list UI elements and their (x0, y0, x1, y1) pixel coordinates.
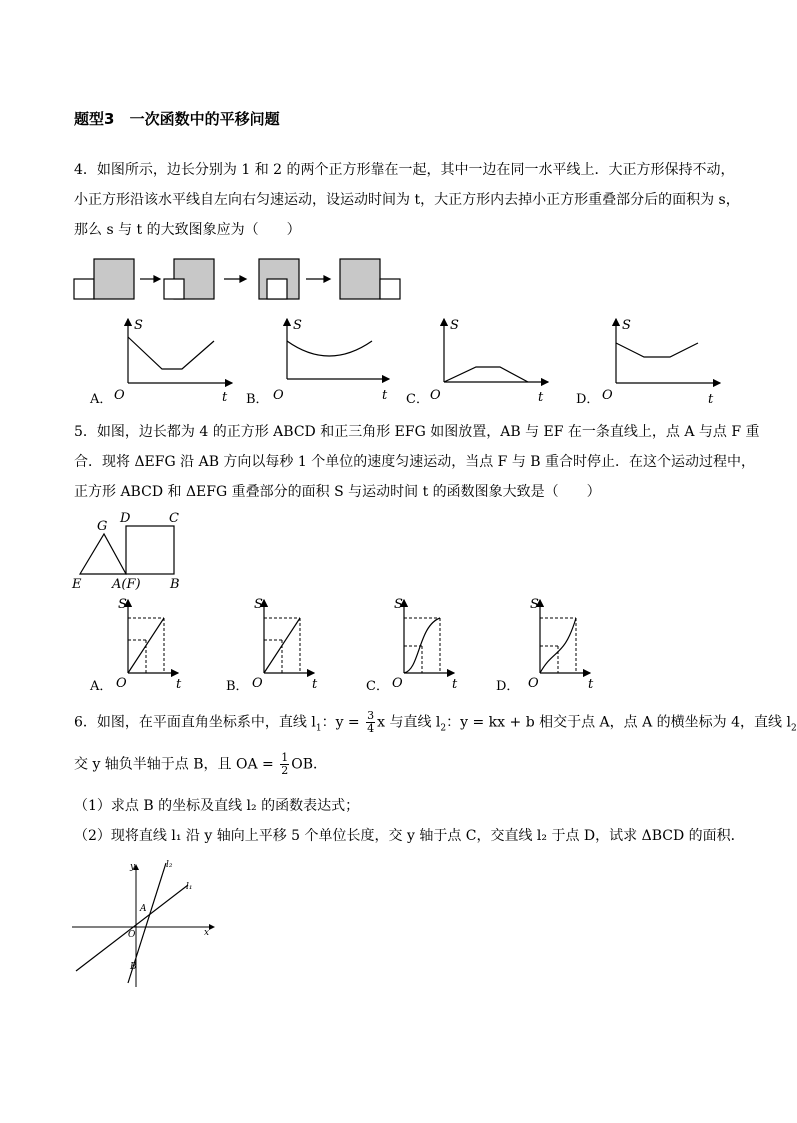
q5-graph-d (496, 597, 594, 694)
q6-origin-label: O (128, 930, 136, 940)
q6-l2-part-b: OB． (291, 756, 327, 773)
q6-subquestion-1: （1）求点 B 的坐标及直线 l₂ 的函数表达式； (74, 798, 360, 814)
q6-line-2 (74, 752, 327, 777)
q5-option-b: B． (226, 679, 249, 694)
q4-step2-small-square (164, 279, 184, 299)
q5-triangle-square-figure (66, 508, 196, 592)
q4-option-a: A． (90, 392, 113, 407)
q5-point-c: C (169, 511, 179, 526)
q5-point-af: A(F) (112, 577, 141, 592)
q6-l1-label: l₁ (186, 882, 193, 892)
q6-point-a: A (140, 904, 147, 914)
q4-option-c: C． (406, 392, 429, 407)
q5-answer-graphs (84, 596, 604, 696)
q6-fraction-1-2: $\frac{1}{2}$ (281, 751, 289, 777)
q4-step3-small-square (267, 279, 287, 299)
q5-line-2: 合．现将 ΔEFG 沿 AB 方向以每秒 1 个单位的速度匀速运动，当点 F 与 B 重合时停止．在这个运动过程中， (74, 454, 756, 470)
q5-line-1: 5．如图，边长都为 4 的正方形 ABCD 和正三角形 EFG 如图放置，AB 与 EF 在一条直线上，点 A 与点 F 重 (74, 424, 760, 440)
q4-graph-c (406, 318, 548, 407)
q5-point-e: E (72, 577, 82, 592)
q5-graph-a (89, 597, 182, 694)
q5-b-s-label: S (254, 597, 263, 612)
q5-graph-b (226, 597, 318, 694)
q4-answer-graphs (84, 315, 744, 410)
section-heading (74, 108, 280, 129)
q5-a-s-label: S (118, 597, 127, 612)
q6-y-label: y (130, 862, 136, 872)
q6-l1-sub1: 1 (315, 723, 322, 734)
q5-d-origin: O (528, 676, 539, 691)
q4-d-t-label: t (708, 392, 714, 407)
q5-a-t-label: t (176, 677, 182, 692)
q4-step1-big-square (94, 259, 134, 299)
q4-graph-b (246, 318, 389, 407)
q5-graph-c (366, 597, 458, 694)
q4-c-s-label: S (450, 318, 459, 333)
q4-step4-small-square (380, 279, 400, 299)
q5-d-t-label: t (588, 677, 594, 692)
arrow-icon (240, 276, 246, 282)
q4-line-2: 小正方形沿该水平线自左向右匀速运动，设运动时间为 t，大正方形内去掉小正方形重叠部分后的面积为 s， (74, 192, 740, 208)
q6-coordinate-figure (64, 855, 224, 995)
q4-graph-a (89, 318, 232, 407)
q4-a-origin: O (114, 388, 125, 403)
q6-l1-part-c: x 与直线 l (377, 714, 441, 731)
arrow-icon (324, 276, 330, 282)
q5-point-b: B (170, 577, 180, 592)
q4-option-b: B． (246, 392, 269, 407)
q4-a-t-label: t (222, 390, 228, 405)
q5-d-s-label: S (530, 597, 539, 612)
q4-d-origin: O (602, 388, 613, 403)
q6-subquestion-2: （2）现将直线 l₁ 沿 y 轴向上平移 5 个单位长度，交 y 轴于点 C，交直线 l₂ 于点 D，试求 ΔBCD 的面积． (74, 828, 745, 844)
q5-c-s-label: S (394, 597, 403, 612)
q4-graph-d (576, 318, 720, 407)
q4-line-3: 那么 s 与 t 的大致图象应为（ ） (74, 222, 301, 238)
q6-line-l1 (76, 885, 188, 971)
q6-point-b: B (130, 962, 137, 972)
q4-squares-sequence (72, 255, 412, 305)
q4-c-t-label: t (538, 390, 544, 405)
q4-step1-small-square (74, 279, 94, 299)
q5-square (126, 526, 174, 574)
q5-a-origin: O (116, 676, 127, 691)
q5-triangle (80, 534, 126, 574)
q4-line-1: 4．如图所示，边长分别为 1 和 2 的两个正方形靠在一起，其中一边在同一水平线上．大正方形保持不动， (74, 162, 735, 178)
q4-b-origin: O (273, 388, 284, 403)
q6-l2-label: l₂ (166, 860, 173, 870)
arrow-icon (154, 276, 160, 282)
q5-point-g: G (97, 519, 108, 534)
section-title: 一次函数中的平移问题 (129, 110, 280, 128)
q5-c-t-label: t (452, 677, 458, 692)
q6-l1-part-a: 6．如图，在平面直角坐标系中，直线 l (74, 714, 316, 731)
q6-l1-part-d: ：y = kx + b 相交于点 A，点 A 的横坐标为 4，直线 l (446, 714, 791, 731)
q6-line-1 (74, 710, 797, 738)
q6-l2-part-a: 交 y 轴负半轴于点 B，且 OA = (74, 756, 274, 773)
q4-option-d: D． (576, 392, 600, 407)
q4-a-s-label: S (134, 318, 143, 333)
q5-b-origin: O (252, 676, 263, 691)
q4-c-origin: O (430, 388, 441, 403)
q4-b-s-label: S (293, 318, 302, 333)
q5-option-c: C． (366, 679, 389, 694)
q6-l1-sub3: 2 (790, 723, 797, 734)
q5-point-d: D (120, 511, 131, 526)
q6-l1-part-b: ：y = (321, 714, 360, 731)
q6-x-label: x (204, 928, 210, 938)
q5-option-a: A． (90, 679, 113, 694)
q4-b-t-label: t (382, 388, 388, 403)
q5-c-origin: O (392, 676, 403, 691)
q5-b-t-label: t (312, 677, 318, 692)
q5-line-3: 正方形 ABCD 和 ΔEFG 重叠部分的面积 S 与运动时间 t 的函数图象大致是（ ） (74, 484, 601, 500)
q5-option-d: D． (496, 679, 520, 694)
section-badge: 题型3 (74, 110, 115, 128)
q4-step4-big-square (340, 259, 380, 299)
q6-fraction-3-4: $\frac{3}{4}$ (367, 709, 375, 735)
q4-d-s-label: S (622, 318, 631, 333)
q6-l1-sub2: 2 (440, 723, 447, 734)
